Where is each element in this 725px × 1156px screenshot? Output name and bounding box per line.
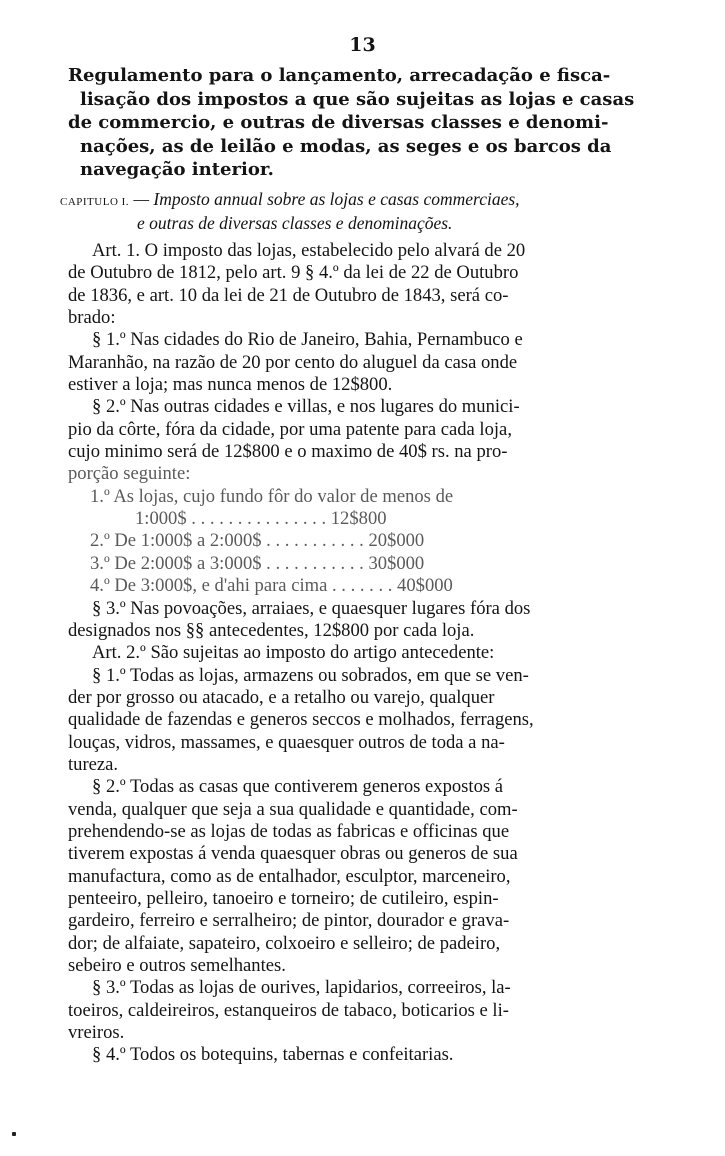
text-line: venda, qualquer que seja a sua qualidade e quantidade, com- [68,798,518,820]
chapter-line [60,189,680,213]
text-line: gardeiro, ferreiro e serralheiro; de pintor, dourador e grava- [68,910,510,932]
text-line: Maranhão, na razão de 20 por cento do aluguel da casa onde [68,351,518,373]
text-line: Art. 2.º São sujeitas ao imposto do artigo antecedente: [92,642,495,664]
chapter-title-line: e outras de diversas classes e denominações. [137,213,453,233]
page-number: 13 [349,34,376,56]
schedule-line: 4.º De 3:000$, e d'ahi para cima . . . . . . . 40$000 [90,575,453,597]
text-line: vreiros. [68,1022,125,1044]
text-line: § 1.º Todas as lojas, armazens ou sobrados, em que se ven- [92,664,529,686]
schedule-line: 1:000$ . . . . . . . . . . . . . . . 12$800 [135,508,387,530]
text-line: estiver a loja; mas nunca menos de 12$800. [68,374,393,396]
heading-line: de commercio, e outras de diversas classes e denomi- [68,112,609,133]
text-line: de Outubro de 1812, pelo art. 9 § 4.º da lei de 22 de Outubro [68,262,519,284]
text-line: § 3.º Todas as lojas de ourives, lapidarios, correeiros, la- [92,977,511,999]
text-line: § 3.º Nas povoações, arraiaes, e quaesquer lugares fóra dos [92,597,531,619]
text-line: porção seguinte: [68,463,191,485]
chapter-label: CAPITULO I. [60,196,130,208]
heading-line: Regulamento para o lançamento, arrecadação e fisca- [68,65,611,86]
chapter-title-line: — Imposto annual sobre as lojas e casas commerciaes, [133,189,520,209]
regulation-heading [68,64,668,182]
text-line: § 4.º Todos os botequins, tabernas e confeitarias. [92,1044,454,1066]
text-line: qualidade de fazendas e generos seccos e molhados, ferragens, [68,709,534,731]
text-line: Art. 1. O imposto das lojas, estabelecido pelo alvará de 20 [92,240,526,261]
ink-speck [12,1132,16,1136]
text-line: louças, vidros, massames, e quaesquer outros de toda a na- [68,731,505,753]
schedule-line: 2.º De 1:000$ a 2:000$ . . . . . . . . . . . 20$000 [90,530,425,552]
text-line: § 2.º Nas outras cidades e villas, e nos lugares do munici- [92,396,520,418]
text-line: penteeiro, pelleiro, tanoeiro e torneiro; de cutileiro, espin- [68,887,499,909]
text-line: designados nos §§ antecedentes, 12$800 por cada loja. [68,619,475,641]
text-line: manufactura, como as de entalhador, esculptor, marceneiro, [68,865,511,887]
text-line: de 1836, e art. 10 da lei de 21 de Outubro de 1843, será co- [68,284,509,306]
body-text [68,240,658,1067]
text-line: cujo minimo será de 12$800 e o maximo de 40$ rs. na pro- [68,441,508,463]
heading-line: lisação dos impostos a que são sujeitas as lojas e casas [80,88,635,110]
text-line: der por grosso ou atacado, e a retalho ou varejo, qualquer [68,686,495,708]
heading-line: navegação interior. [80,159,274,180]
text-line: sebeiro e outros semelhantes. [68,955,286,976]
text-line: dor; de alfaiate, sapateiro, colxoeiro e selleiro; de padeiro, [68,932,501,954]
text-line: § 1.º Nas cidades do Rio de Janeiro, Bahia, Pernambuco e [92,329,523,351]
heading-line: nações, as de leilão e modas, as seges e os barcos da [80,135,612,157]
text-line: brado: [68,307,116,329]
text-line: tiverem expostas á venda quaesquer obras ou generos de sua [68,843,518,865]
chapter-heading [60,189,680,234]
text-line: toeiros, caldeireiros, estanqueiros de tabaco, boticarios e li- [68,999,509,1021]
text-line: § 2.º Todas as casas que contiverem generos expostos á [92,776,504,798]
text-line: prehendendo-se as lojas de todas as fabricas e officinas que [68,820,510,842]
text-line: tureza. [68,753,119,775]
text-line: pio da côrte, fóra da cidade, por uma patente para cada loja, [68,418,512,440]
schedule-line: 3.º De 2:000$ a 3:000$ . . . . . . . . . . . 30$000 [90,552,425,574]
schedule-line: 1.º As lojas, cujo fundo fôr do valor de menos de [90,485,454,507]
